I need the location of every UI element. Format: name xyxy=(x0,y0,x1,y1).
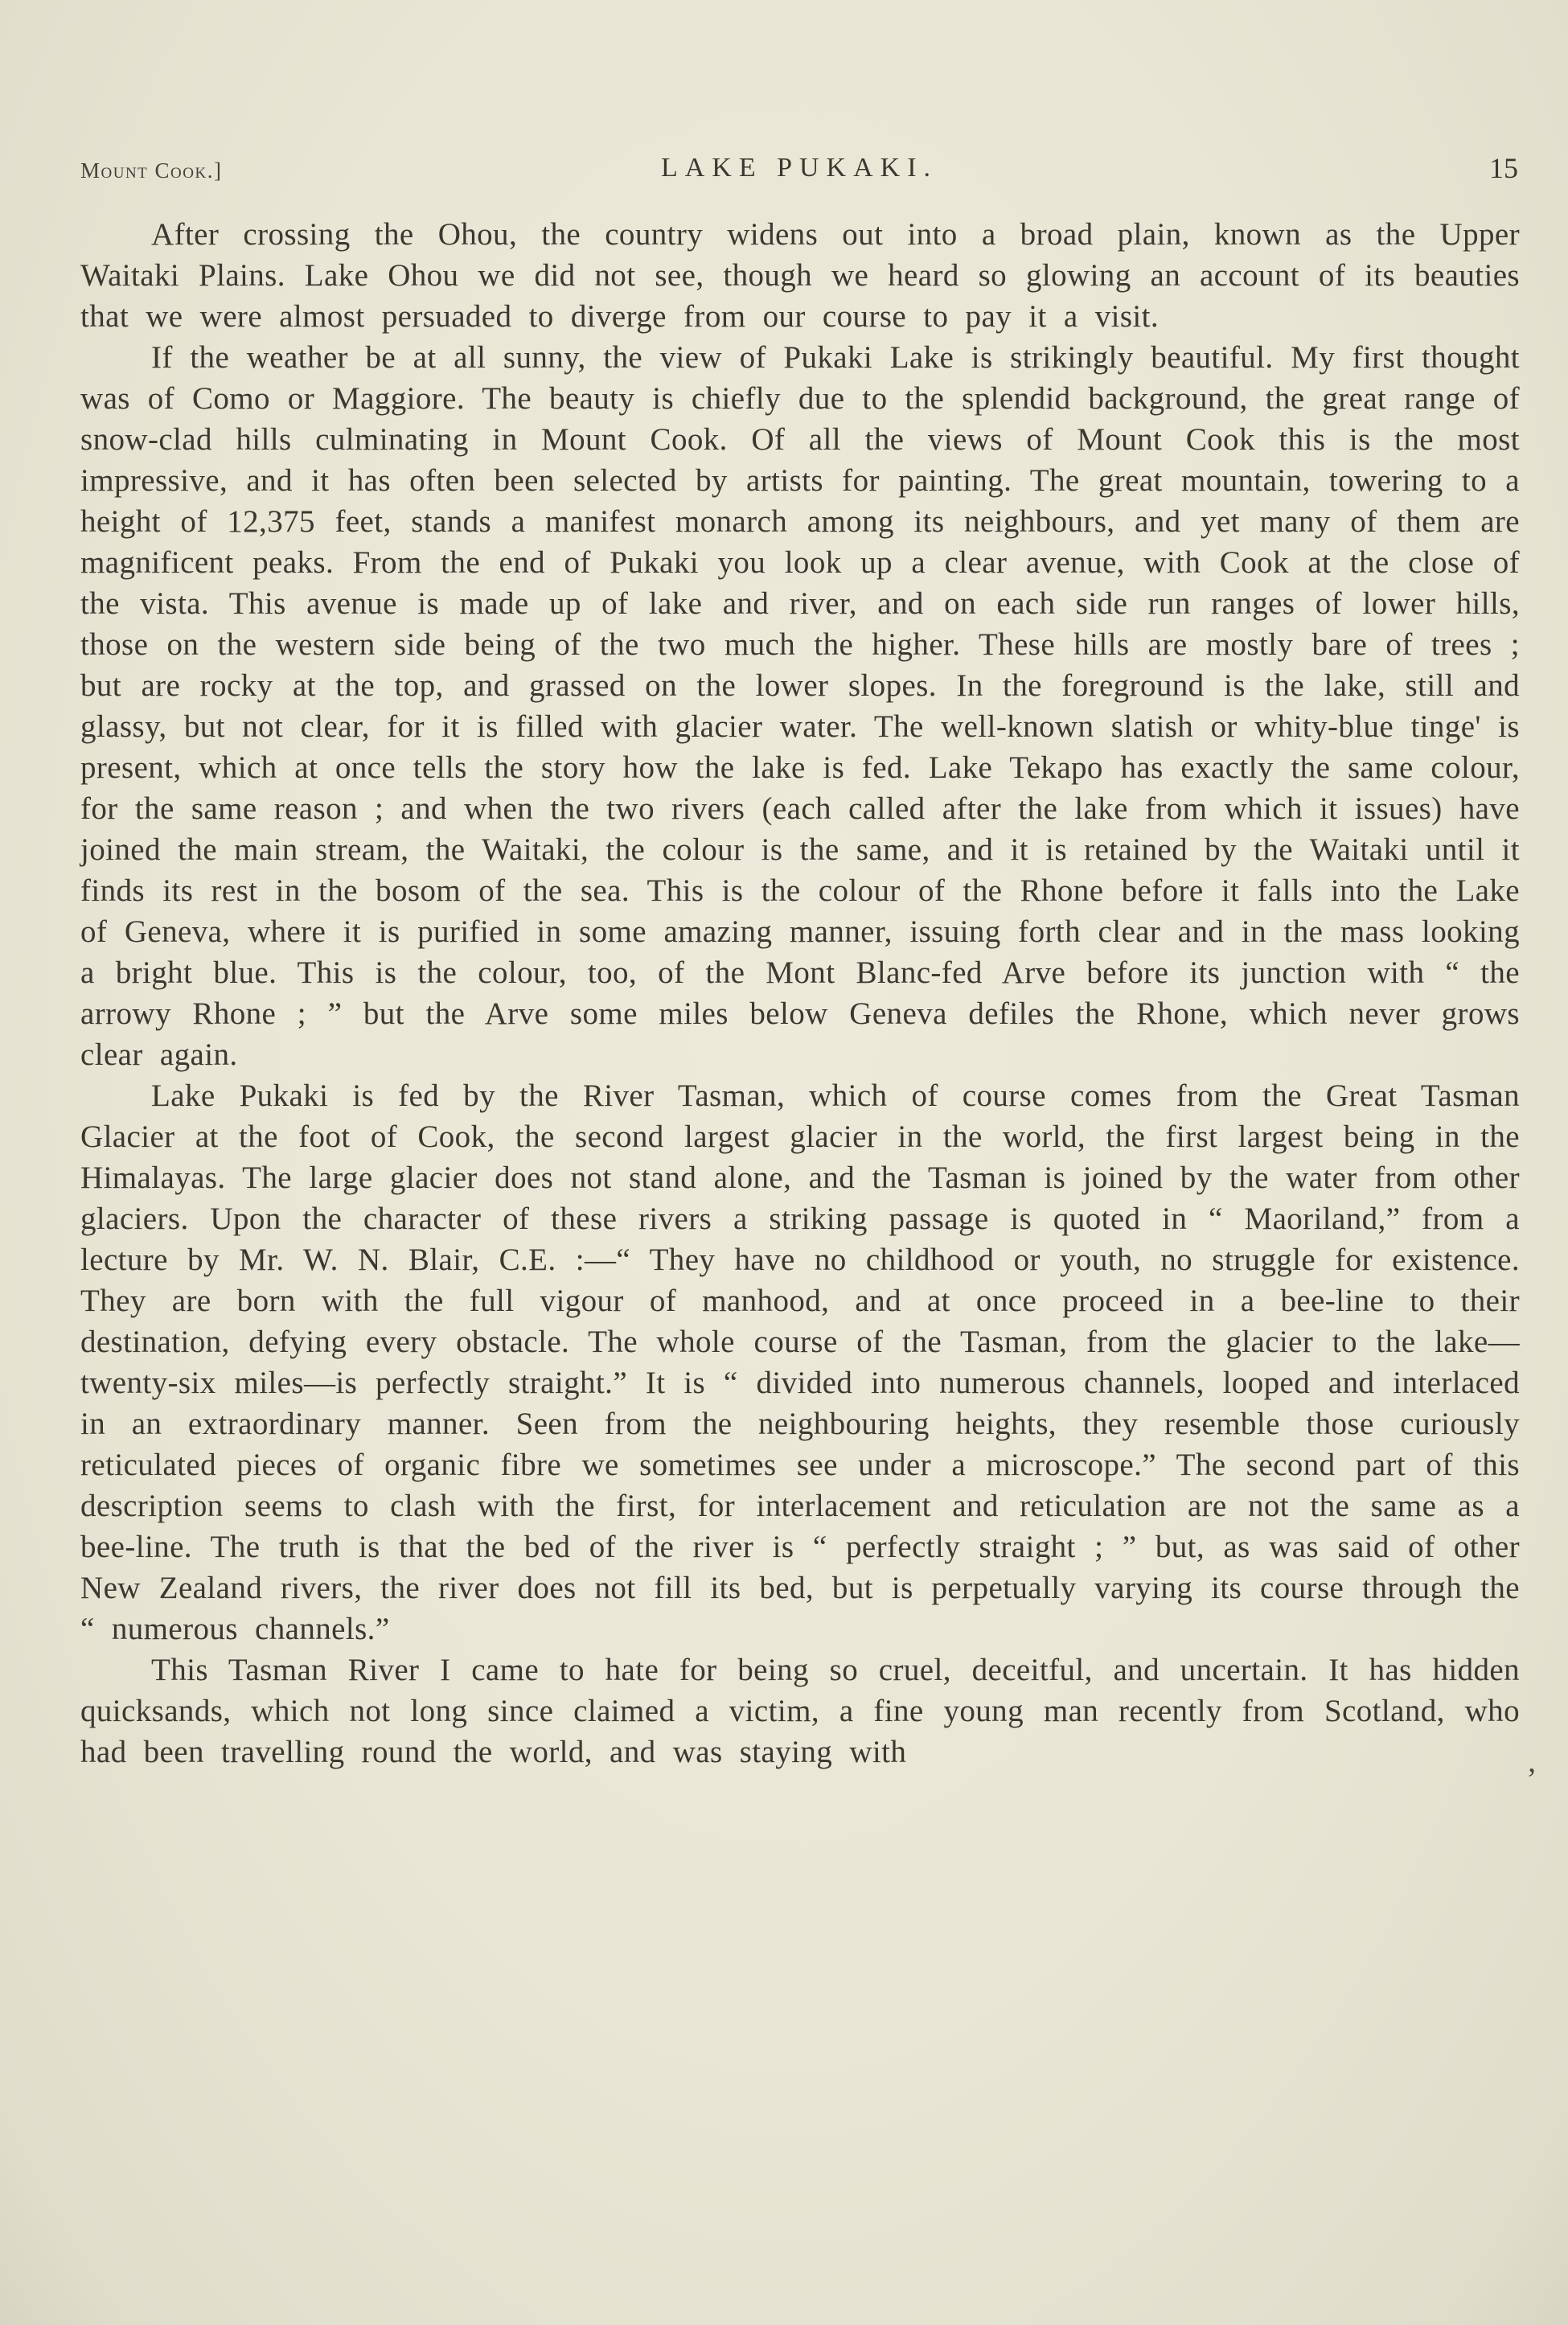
body-text xyxy=(80,214,1520,1773)
running-title-left: Mount Cook.] xyxy=(80,158,223,183)
paragraph-1: After crossing the Ohou, the country widens out into a broad plain, known as the Upper Waitaki Plains. Lake Ohou we did not see, though we heard so glowing an account of its beauties that we were almost persuaded to diverge from our course to pay it a visit. xyxy=(80,217,1520,334)
paragraph-3: Lake Pukaki is fed by the River Tasman, which of course comes from the Great Tasman Glacier at the foot of Cook, the second largest glacier in the world, the first largest being in the Himalayas. The large glacier does not stand alone, and the Tasman is joined by the water from other glaciers. Upon the character of these rivers a striking passage is quoted in “ Maoriland,” from a lecture by Mr. W. N. Blair, C.E. :—“ They have no childhood or youth, no struggle for existence. They are born with the full vigour of manhood, and at once proceed in a bee-line to their destination, defying every obstacle. The whole course of the Tasman, from the glacier to the lake—twenty-six miles—is perfectly straight.” It is “ divided into numerous channels, looped and interlaced in an extraordinary manner. Seen from the neighbouring heights, they resemble those curiously reticulated pieces of organic fibre we sometimes see under a microscope.” The second part of this description seems to clash with the first, for interlacement and reticulation are not the same as a bee-line. The truth is that the bed of the river is “ perfectly straight ; ” but, as was said of other New Zealand rivers, the river does not fill its bed, but is perpetually varying its course through the “ numerous channels.” xyxy=(80,1078,1520,1646)
running-header xyxy=(80,146,1518,183)
running-title-center: LAKE PUKAKI. xyxy=(660,153,938,183)
paragraph-4: This Tasman River I came to hate for being so cruel, deceitful, and uncertain. It has hidden quicksands, which not long since claimed a victim, a fine young man recently from Scotland, who had been travelling round the world, and was staying with xyxy=(80,1653,1520,1769)
stray-ink-mark: , xyxy=(1528,1744,1536,1779)
paragraph-2: If the weather be at all sunny, the view of Pukaki Lake is strikingly beautiful. My first thought was of Como or Maggiore. The beauty is chiefly due to the splendid background, the great range of snow-clad hills culminating in Mount Cook. Of all the views of Mount Cook this is the most impressive, and it has often been selected by artists for painting. The great mountain, towering to a height of 12,375 feet, stands a manifest monarch among its neighbours, and yet many of them are magnificent peaks. From the end of Pukaki you look up a clear avenue, with Cook at the close of the vista. This avenue is made up of lake and river, and on each side run ranges of lower hills, those on the western side being of the two much the higher. These hills are mostly bare of trees ; but are rocky at the top, and grassed on the lower slopes. In the foreground is the lake, still and glassy, but not clear, for it is filled with glacier water. The well-known slatish or whity-blue tinge' is present, which at once tells the story how the lake is fed. Lake Tekapo has exactly the same colour, for the same reason ; and when the two rivers (each called after the lake from which it issues) have joined the main stream, the Waitaki, the colour is the same, and it is retained by the Waitaki until it finds its rest in the bosom of the sea. This is the colour of the Rhone before it falls into the Lake of Geneva, where it is purified in some amazing manner, issuing forth clear and in the mass looking a bright blue. This is the colour, too, of the Mont Blanc-fed Arve before its junction with “ the arrowy Rhone ; ” but the Arve some miles below Geneva defiles the Rhone, which never grows clear again. xyxy=(80,340,1520,1072)
page-number: 15 xyxy=(1489,152,1518,184)
